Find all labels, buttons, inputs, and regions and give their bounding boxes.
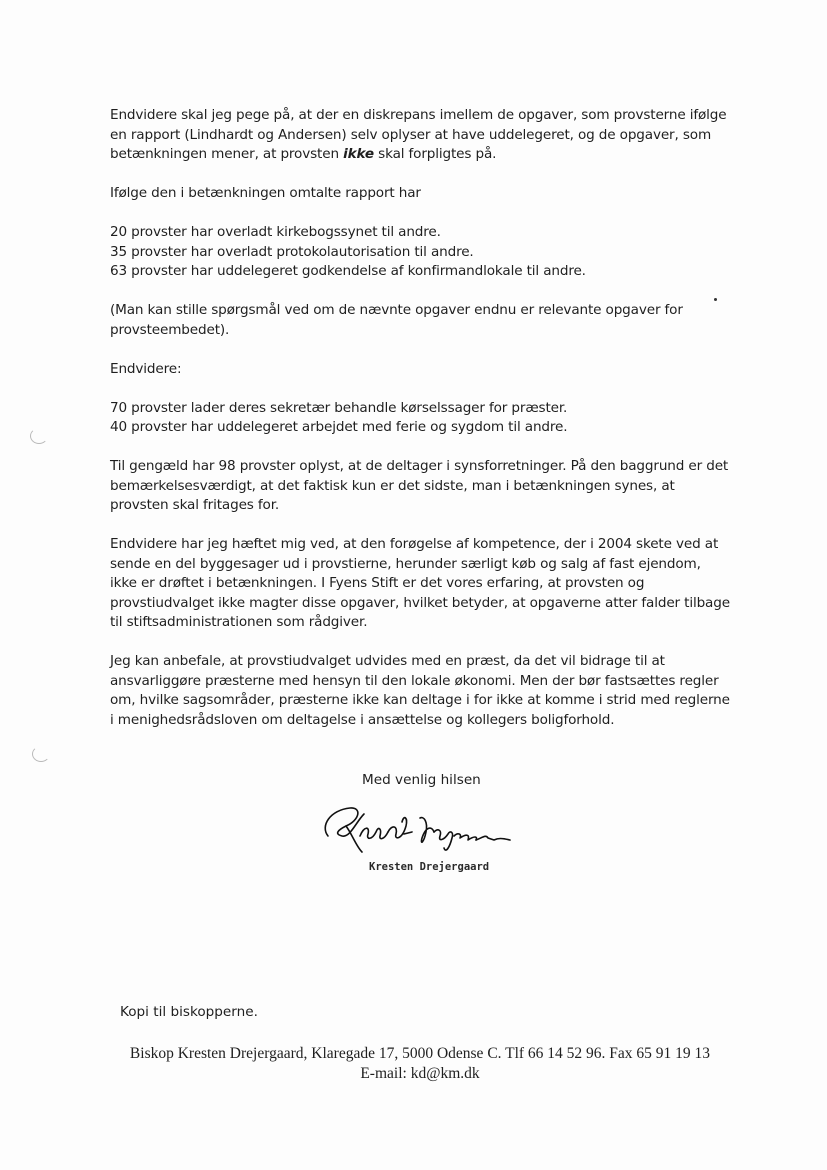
paragraph-recommendation: Jeg kan anbefale, at provstiudvalget udvides med en præst, da det vil bidrage til at ansvarliggøre præsterne med hensyn til den lokale økonomi. Men der bør fastsættes regler om, hvilke sagsområder, præsterne ikke kan deltage i for ikke at komme i strid med reglerne i menighedsrådsloven om deltagelse i ansættelse og kollegers boligforhold. <box>110 653 730 728</box>
punch-hole-mark <box>30 428 48 444</box>
list-item: 40 provster har uddelegeret arbejdet med ferie og sygdom til andre. <box>110 419 568 435</box>
copy-notice: Kopi til biskopperne. <box>120 1004 258 1020</box>
closing-salutation: Med venlig hilsen <box>362 772 481 788</box>
emphasis-word: ikke <box>343 146 374 162</box>
statistics-list-1 <box>110 223 730 282</box>
paragraph-discrepancy <box>110 106 730 165</box>
signature-typed-name: Kresten Drejergaard <box>369 861 490 873</box>
letterhead-footer <box>100 1044 740 1084</box>
list-item: 20 provster har overladt kirkebogssynet til andre. <box>110 224 441 240</box>
list-item: 70 provster lader deres sekretær behandle kørselssager for præster. <box>110 399 568 416</box>
paragraph-text: Endvidere skal jeg pege på, at der en diskrepans imellem de opgaver, som provsterne ifølge en rapport (Lindhardt og Andersen) selv oplyser at have uddelegeret, og de opgaver, som betænkningen mener, at provsten <box>110 107 727 162</box>
footer-email: E-mail: kd@km.dk <box>360 1065 480 1082</box>
punch-hole-mark <box>32 746 50 762</box>
paragraph-inspections: Til gengæld har 98 provster oplyst, at de deltager i synsforretninger. På den baggrund er det bemærkelsesværdigt, at det faktisk kun er det sidste, man i betænkningen synes, at provsten skal fritages for. <box>110 458 729 513</box>
paragraph-question: (Man kan stille spørgsmål ved om de nævnte opgaver endnu er relevante opgaver for provsteembedet). <box>110 302 683 338</box>
handwritten-signature <box>316 796 526 866</box>
paragraph-building-cases: Endvidere har jeg hæftet mig ved, at den forøgelse af kompetence, der i 2004 skete ved at sende en del byggesager ud i provstierne, herunder særligt køb og salg af fast ejendom, ikke er drøftet i betænkningen. I Fyens Stift er det vores erfaring, at provsten og provstiudvalget ikke magter disse opgaver, hvilket betyder, at opgaverne atter falder tilbage til stiftsadministrationen som rådgiver. <box>110 536 730 630</box>
paragraph-report-intro: Ifølge den i betænkningen omtalte rapport har <box>110 185 421 201</box>
list-item: 35 provster har overladt protokolautorisation til andre. <box>110 243 474 260</box>
paragraph-text: skal forpligtes på. <box>373 146 497 162</box>
paragraph-furthermore: Endvidere: <box>110 360 182 377</box>
letter-body <box>110 106 730 750</box>
footer-address: Biskop Kresten Drejergaard, Klaregade 17, 5000 Odense C. Tlf 66 14 52 96. Fax 65 91 19 13 <box>129 1045 711 1062</box>
list-item: 63 provster har uddelegeret godkendelse af konfirmandlokale til andre. <box>110 263 586 279</box>
statistics-list-2 <box>110 399 730 438</box>
